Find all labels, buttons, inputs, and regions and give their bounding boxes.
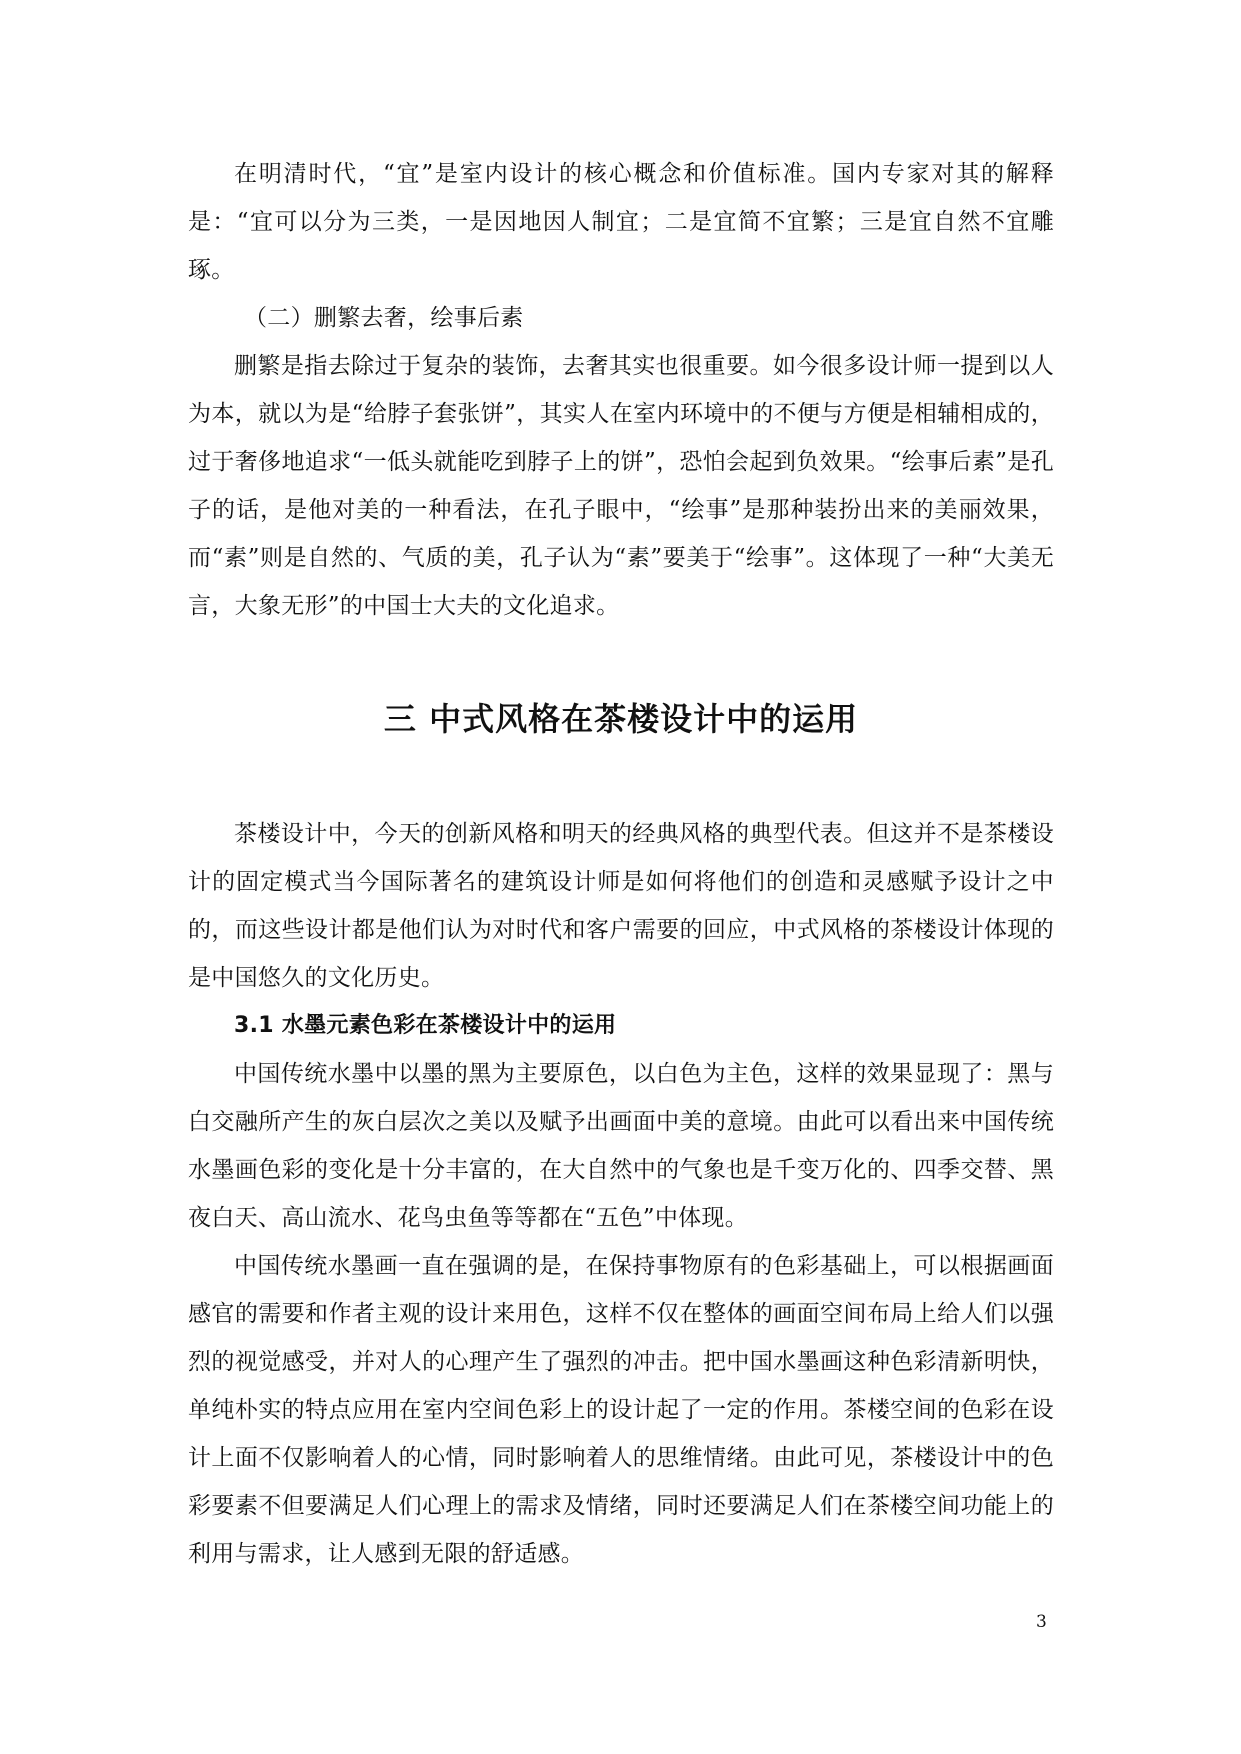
paragraph-teahouse-design: 茶楼设计中，今天的创新风格和明天的经典风格的典型代表。但这并不是茶楼设计的固定模式当今国际著名的建筑设计师是如何将他们的创造和灵感赋予设计之中的，而这些设计都是他们认为对时代和客户需要的回应，中式风格的茶楼设计体现的是中国悠久的文化历史。 (188, 821, 1054, 991)
paragraph-yi-concept: 在明清时代，“宜”是室内设计的核心概念和价值标准。国内专家对其的解释是：“宜可以分为三类，一是因地因人制宜；二是宜简不宜繁；三是宜自然不宜雕琢。 (188, 161, 1054, 283)
subheading-shanfan-qushe: （二）删繁去奢，绘事后素 (244, 305, 524, 331)
upper-text-block (188, 150, 1054, 630)
paragraph-ink-black-white: 中国传统水墨中以墨的黑为主要原色，以白色为主色，这样的效果显现了：黑与白交融所产生的灰白层次之美以及赋予出画面中美的意境。由此可以看出来中国传统水墨画色彩的变化是十分丰富的，在大自然中的气象也是千变万化的、四季交替、黑夜白天、高山流水、花鸟虫鱼等等都在“五色”中体现。 (188, 1061, 1054, 1231)
paragraph-shanfan: 删繁是指去除过于复杂的装饰，去奢其实也很重要。如今很多设计师一提到以人为本，就以为是“给脖子套张饼”，其实人在室内环境中的不便与方便是相辅相成的，过于奢侈地追求“一低头就能吃到脖子上的饼”，恐怕会起到负效果。“绘事后素”是孔子的话，是他对美的一种看法，在孔子眼中，“绘事”是那种装扮出来的美丽效果，而“素”则是自然的、气质的美，孔子认为“素”要美于“绘事”。这体现了一种“大美无言，大象无形”的中国士大夫的文化追求。 (188, 353, 1054, 619)
lower-text-block (188, 810, 1054, 1578)
paragraph-ink-color-application: 中国传统水墨画一直在强调的是，在保持事物原有的色彩基础上，可以根据画面感官的需要和作者主观的设计来用色，这样不仅在整体的画面空间布局上给人们以强烈的视觉感受，并对人的心理产生了强烈的冲击。把中国水墨画这种色彩清新明快，单纯朴实的特点应用在室内空间色彩上的设计起了一定的作用。茶楼空间的色彩在设计上面不仅影响着人的心情，同时影响着人的思维情绪。由此可见，茶楼设计中的色彩要素不但要满足人们心理上的需求及情绪，同时还要满足人们在茶楼空间功能上的利用与需求，让人感到无限的舒适感。 (188, 1253, 1054, 1567)
section-title: 三 中式风格在茶楼设计中的运用 (383, 700, 859, 738)
subsection-title-ink-colors: 3.1 水墨元素色彩在茶楼设计中的运用 (234, 1013, 617, 1038)
page-number: 3 (1036, 1612, 1047, 1632)
